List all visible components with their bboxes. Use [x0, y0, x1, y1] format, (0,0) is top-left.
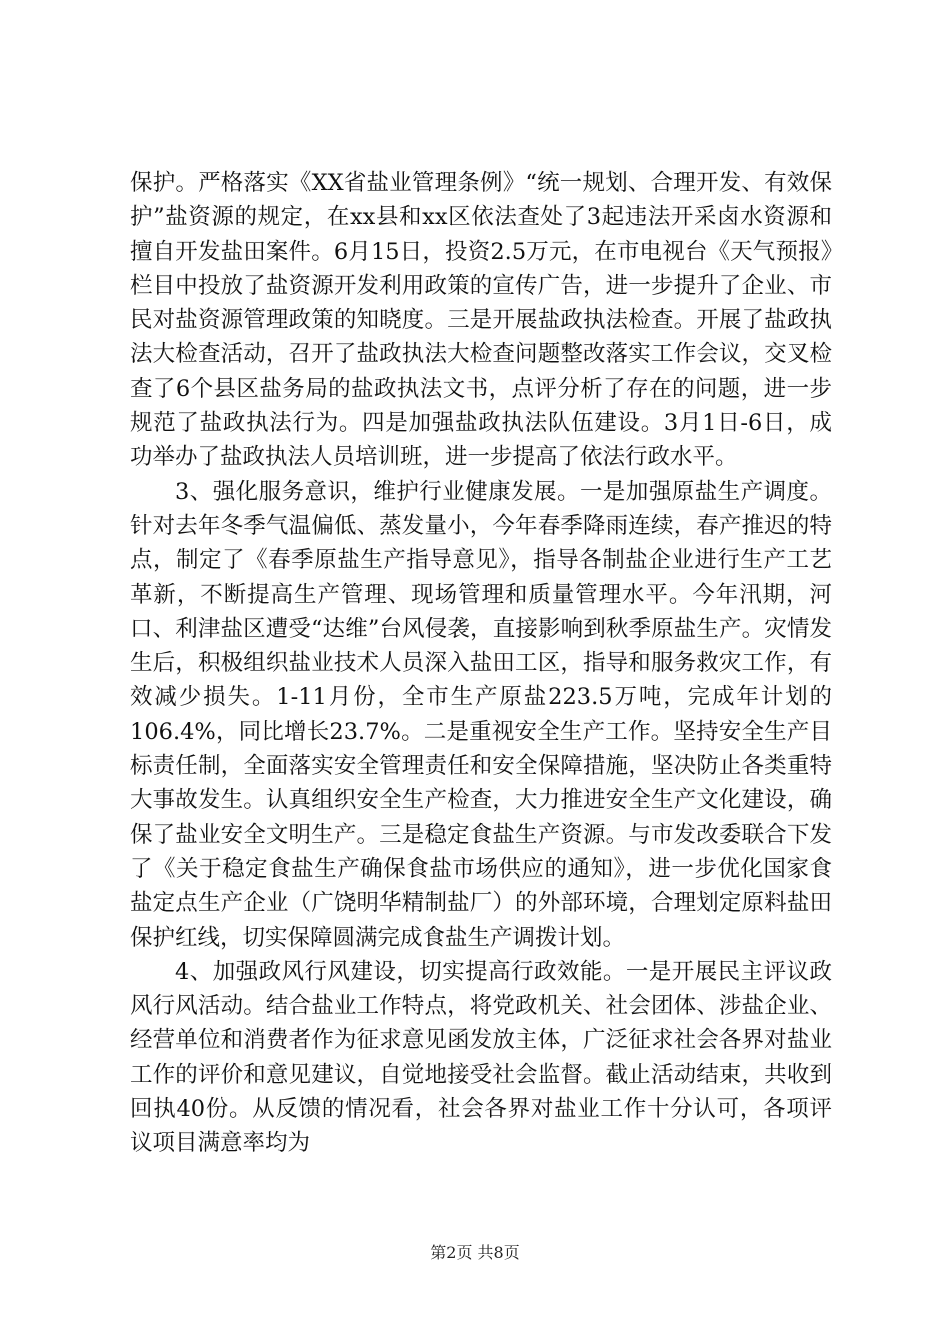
- page-number-label: 第2页 共8页: [430, 1243, 520, 1262]
- document-body: [130, 166, 832, 1161]
- paragraph-continuation: 保护。严格落实《XX省盐业管理条例》“统一规划、合理开发、有效保护”盐资源的规定，在xx县和xx区依法查处了3起违法开采卤水资源和擅自开发盐田案件。6月15日，投资2.5万元，在市电视台《天气预报》栏目中投放了盐资源开发利用政策的宣传广告，进一步提升了企业、市民对盐资源管理政策的知晓度。三是开展盐政执法检查。开展了盐政执法大检查活动，召开了盐政执法大检查问题整改落实工作会议，交叉检查了6个县区盐务局的盐政执法文书，点评分析了存在的问题，进一步规范了盐政执法行为。四是加强盐政执法队伍建设。3月1日-6日，成功举办了盐政执法人员培训班，进一步提高了依法行政水平。: [130, 170, 832, 471]
- paragraph-3-service-awareness: 3、强化服务意识，维护行业健康发展。一是加强原盐生产调度。针对去年冬季气温偏低、蒸发量小，今年春季降雨连续，春产推迟的特点，制定了《春季原盐生产指导意见》，指导各制盐企业进行生产工艺革新，不断提高生产管理、现场管理和质量管理水平。今年汛期，河口、利津盐区遭受“达维”台风侵袭，直接影响到秋季原盐生产。灾情发生后，积极组织盐业技术人员深入盐田工区，指导和服务救灾工作，有效减少损失。1-11月份，全市生产原盐223.5万吨，完成年计划的106.4%，同比增长23.7%。二是重视安全生产工作。坚持安全生产目标责任制，全面落实安全管理责任和安全保障措施，坚决防止各类重特大事故发生。认真组织安全生产检查，大力推进安全生产文化建设，确保了盐业安全文明生产。三是稳定食盐生产资源。与市发改委联合下发了《关于稳定食盐生产确保食盐市场供应的通知》，进一步优化国家食盐定点生产企业（广饶明华精制盐厂）的外部环境，合理划定原料盐田保护红线，切实保障圆满完成食盐生产调拨计划。: [130, 478, 832, 951]
- page-footer: [0, 1240, 950, 1263]
- paragraph-4-work-style: 4、加强政风行风建设，切实提高行政效能。一是开展民主评议政风行风活动。结合盐业工作特点，将党政机关、社会团体、涉盐企业、经营单位和消费者作为征求意见函发放主体，广泛征求社会各界对盐业工作的评价和意见建议，自觉地接受社会监督。截止活动结束，共收到回执40份。从反馈的情况看，社会各界对盐业工作十分认可，各项评议项目满意率均为: [130, 958, 832, 1157]
